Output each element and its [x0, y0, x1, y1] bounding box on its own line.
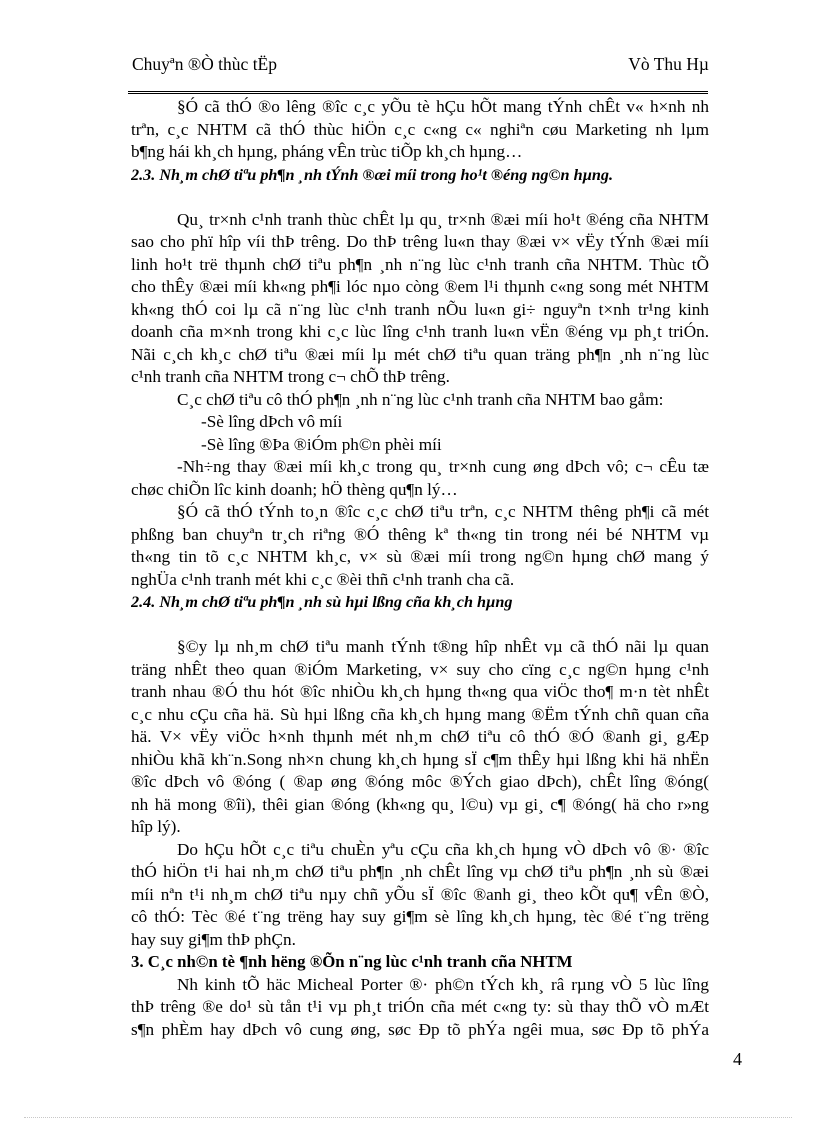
paragraph-line: ®îc dÞch vô ®óng ( ®ap øng ®óng môc ®Ých giao dÞch), chÊt lîng ®óng( — [131, 772, 709, 791]
page-bottom-edge — [24, 1117, 792, 1118]
paragraph-last-line: hîp lý). — [131, 817, 181, 836]
paragraph-line: träng nhÊt theo quan ®iÓm Marketing, v× suy cho cïng c¸c ng©n hµng c¹nh — [131, 659, 709, 679]
paragraph-line: cho thÊy ®æi míi kh«ng ph¶i lóc nµo còng ®em l¹i thµnh c«ng song mét NHTM — [131, 277, 709, 296]
paragraph-line: cô thÓ: Tèc ®é t¨ng trëng hay suy gi¶m sè lîng kh¸ch hµng, tèc ®é t¨ng trëng — [131, 907, 709, 926]
paragraph-line: thÞ trêng ®e do¹ sù tån t¹i vµ ph¸t triÓn cña mét c«ng ty: sù thay thÕ vÒ mÆt — [131, 997, 709, 1016]
paragraph-last-line: chøc chiÕn lîc kinh doanh; hÖ thèng qu¶n lý… — [131, 479, 458, 499]
spacer — [131, 614, 709, 637]
paragraph-line: th«ng tin tõ c¸c NHTM kh¸c, v× sù ®æi míi trong ng©n hµng chØ mang ý — [131, 547, 709, 566]
paragraph-line: C¸c chØ tiªu cô thÓ ph¶n ¸nh n¨ng lùc c¹nh tranh cña NHTM bao gåm: — [177, 389, 664, 409]
section-heading: 2.4. Nh¸m chØ tiªu ph¶n ¸nh sù hµi lßng cña kh¸ch hµng — [131, 593, 513, 611]
paragraph-line: míi nªn t¹i nh¸m chØ tiªu nµy chñ yÕu sÏ ®îc ®anh gi¸ theo kÕt qu¶ vÊn ®Ò, — [131, 884, 709, 904]
paragraph-last-line: c¹nh tranh cña NHTM trong c¬ chÕ thÞ trêng. — [131, 367, 450, 386]
paragraph-line: hä. V× vËy viÖc h×nh thµnh mét nh¸m chØ tiªu cô thÓ ®Ó ®anh gi¸ gÆp — [131, 727, 709, 746]
paragraph-last-line: b¶ng hái kh¸ch hµng, pháng vÊn trùc tiÕp kh¸ch hµng… — [131, 142, 523, 161]
header-author: Vò Thu Hµ — [628, 54, 709, 74]
paragraph-first-line: Qu¸ tr×nh c¹nh tranh thùc chÊt lµ qu¸ tr×nh ®æi míi ho¹t ®éng cña NHTM — [177, 209, 709, 229]
paragraph-line: Nãi c¸ch kh¸c chØ tiªu ®æi míi lµ mét chØ tiªu quan träng ph¶n ¸nh n¨ng lùc — [131, 344, 709, 364]
paragraph-line: doanh cña m×nh trong khi c¸c lùc lîng c¹nh tranh lu«n vËn ®éng vµ ph¸t triÓn. — [131, 322, 709, 341]
paragraph-line: nh hä mong ®îi), thêi gian ®óng (kh«ng qu¸ l©u) vµ gi¸ c¶ ®óng( hä cho r»ng — [131, 794, 709, 814]
section-heading: 2.3. Nh¸m chØ tiªu ph¶n ¸nh tÝnh ®æi míi trong ho¹t ®éng ng©n hµng. — [131, 165, 614, 184]
paragraph-line: nhiÒu khã kh¨n.Song nh×n chung kh¸ch hµng sÏ c¶m thÊy hµi lßng khi hä nhËn — [131, 749, 709, 769]
paragraph-line: sao cho phï hîp víi thÞ trêng. Do thÞ trêng lu«n thay ®æi v× vËy tÝnh ®æi míi — [131, 232, 709, 251]
header-title: Chuyªn ®Ò thùc tËp — [132, 54, 277, 74]
page-number: 4 — [733, 1049, 742, 1069]
paragraph-first-line: §©y lµ nh¸m chØ tiªu manh tÝnh t®ng hîp nhÊt vµ cã thÓ nãi lµ quan — [177, 637, 709, 656]
paragraph-line: thÓ hiÖn t¹i hai nh¸m chØ tiªu ph¶n ¸nh chÊt lîng vµ chØ tiªu ph¶n ¸nh sù ®æi — [131, 862, 709, 881]
paragraph-first-line: Nh kinh tÕ häc Micheal Porter ®· ph©n tÝch kh¸ râ rµng vÒ 5 lùc lîng — [177, 974, 709, 994]
list-item: -Sè lîng dÞch vô míi — [201, 412, 343, 431]
spacer — [131, 186, 709, 209]
paragraph-last-line: nghÜa c¹nh tranh mét khi c¸c ®èi thñ c¹nh tranh cha cã. — [131, 569, 515, 589]
document-body — [131, 96, 709, 1041]
paragraph-first-line: -Nh÷ng thay ®æi míi kh¸c trong qu¸ tr×nh cung øng dÞch vô; c¬ cÊu tæ — [177, 457, 709, 476]
paragraph-first-line: Do hÇu hÕt c¸c tiªu chuÈn yªu cÇu cña kh¸ch hµng vÒ dÞch vô ®· ®îc — [177, 839, 709, 859]
paragraph-line: kh«ng thÓ coi lµ cã n¨ng lùc c¹nh tranh nÕu lu«n gi÷ nguyªn t×nh tr¹ng kinh — [131, 299, 709, 319]
paragraph-last-line: hay suy gi¶m thÞ phÇn. — [131, 929, 296, 949]
paragraph-line: tranh nhau ®Ó thu hót ®îc nhiÒu kh¸ch hµng th«ng qua viÖc tho¶ m·n tèt nhÊt — [131, 682, 709, 701]
paragraph-first-line: §Ó cã thÓ tÝnh to¸n ®îc c¸c chØ tiªu trªn, c¸c NHTM thêng ph¶i cã mét — [177, 502, 709, 521]
header-divider — [128, 91, 708, 94]
paragraph-line: trªn, c¸c NHTM cã thÓ thùc hiÖn c¸c c«ng c« nghiªn cøu Marketing nh lµm — [131, 119, 709, 139]
list-item: -Sè lîng ®Þa ®iÓm ph©n phèi míi — [201, 434, 442, 454]
paragraph-line: s¶n phÈm hay dÞch vô cung øng, søc Ðp tõ phÝa ngêi mua, søc Ðp tõ phÝa — [131, 1019, 709, 1039]
paragraph-first-line: §Ó cã thÓ ®o lêng ®îc c¸c yÕu tè hÇu hÕt mang tÝnh chÊt v« h×nh nh — [177, 97, 709, 116]
paragraph-line: c¸c nhu cÇu cña hä. Sù hµi lßng cña kh¸ch hµng mang ®Ëm tÝnh chñ quan cña — [131, 704, 709, 724]
paragraph-line: phßng ban chuyªn tr¸ch riªng ®Ó thêng kª th«ng tin trong néi bé NHTM vµ — [131, 524, 709, 544]
section-heading: 3. C¸c nh©n tè ¶nh hëng ®Õn n¨ng lùc c¹nh tranh cña NHTM — [131, 952, 573, 971]
paragraph-line: linh ho¹t trë thµnh chØ tiªu ph¶n ¸nh n¨ng lùc c¹nh tranh cña NHTM. Thùc tÕ — [131, 254, 709, 274]
